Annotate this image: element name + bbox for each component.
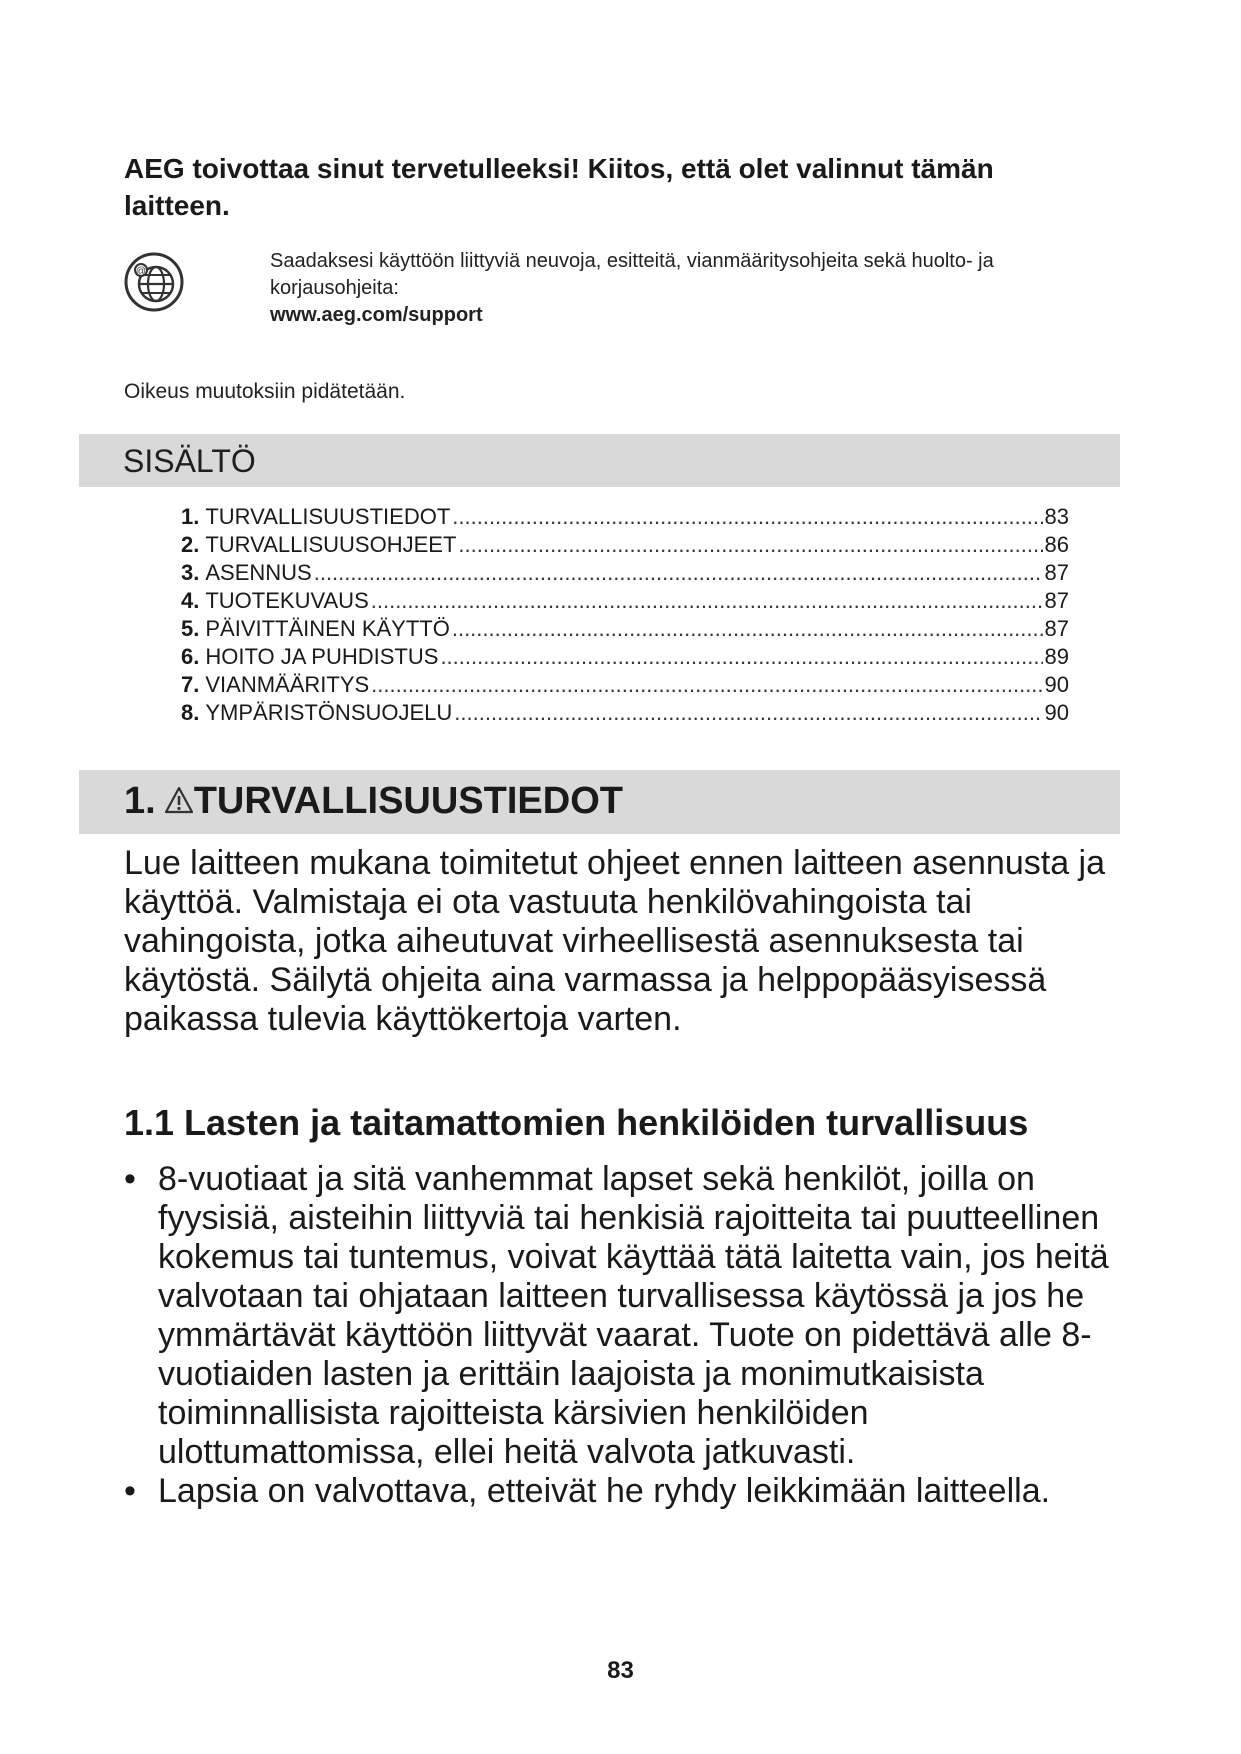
toc-item-page: 87 <box>1044 616 1069 641</box>
toc-item-number: 5. <box>181 616 200 641</box>
toc-item[interactable] <box>181 503 1069 531</box>
toc-item[interactable] <box>181 699 1069 727</box>
section-header-band <box>79 770 1120 834</box>
toc-item-label: HOITO JA PUHDISTUS <box>205 644 439 669</box>
support-description: Saadaksesi käyttöön liittyviä neuvoja, esitteitä, vianmääritysohjeita sekä huolto- ja korjausohjeita: <box>270 250 994 299</box>
toc-leader <box>452 615 1043 643</box>
toc-item[interactable] <box>181 615 1069 643</box>
toc-item-number: 2. <box>181 532 200 557</box>
toc-leader <box>371 671 1042 699</box>
section-number: 1. <box>124 780 156 822</box>
toc-leader <box>371 587 1043 615</box>
warning-triangle-icon <box>164 786 194 814</box>
toc-item-label: ASENNUS <box>205 560 312 585</box>
toc-item-page: 90 <box>1044 672 1069 697</box>
section-title <box>124 780 623 823</box>
toc-item-page: 87 <box>1044 588 1069 613</box>
subsection-heading: 1.1 Lasten ja taitamattomien henkilöiden turvallisuus <box>124 1102 1029 1143</box>
svg-text:@: @ <box>135 266 147 277</box>
toc-item-label: TUOTEKUVAUS <box>205 588 369 613</box>
section-heading-text: TURVALLISUUSTIEDOT <box>193 780 623 822</box>
toc-item[interactable] <box>181 531 1069 559</box>
toc-item-number: 1. <box>181 504 200 529</box>
welcome-heading: AEG toivottaa sinut tervetulleeksi! Kiitos, että olet valinnut tämän laitteen. <box>124 153 994 221</box>
toc-item-number: 6. <box>181 644 200 669</box>
toc-item-page: 86 <box>1044 532 1069 557</box>
toc-leader <box>440 643 1042 671</box>
toc-item-label: TURVALLISUUSTIEDOT <box>205 504 451 529</box>
support-link[interactable]: www.aeg.com/support <box>270 304 483 326</box>
toc-item-page: 90 <box>1044 700 1069 725</box>
toc-item-label: PÄIVITTÄINEN KÄYTTÖ <box>205 616 450 641</box>
safety-bullets <box>124 1160 1124 1511</box>
toc-leader <box>454 699 1042 727</box>
bullet-item: • 8-vuotiaat ja sitä vanhemmat lapset sekä henkilöt, joilla on fyysisiä, aisteihin liittyviä tai henkisiä rajoitteita tai puutteellinen kokemus tai tuntemus, voivat käyttää tätä laitetta vain, jos heitä valvotaan tai ohjataan laitteen turvallisessa käytössä ja jos he ymmärtävät käyttöön liittyvät vaarat. Tuote on pidettävä alle 8-vuotiaiden lasten ja erittäin laajoista ja monimutkaisista toiminnallisista rajoitteista kärsivien henkilöiden ulottumattomissa, ellei heitä valvota jatkuvasti. <box>124 1160 1124 1472</box>
toc-item-number: 8. <box>181 700 200 725</box>
disclaimer: Oikeus muutoksiin pidätetään. <box>124 380 406 403</box>
toc-item[interactable] <box>181 643 1069 671</box>
table-of-contents <box>181 503 1069 727</box>
toc-item-number: 3. <box>181 560 200 585</box>
section-intro: Lue laitteen mukana toimitetut ohjeet ennen laitteen asennusta ja käyttöä. Valmistaja ei ota vastuuta henkilövahingoista tai vahingoista, jotka aiheutuvat virheellisestä asennuksesta tai käytöstä. Säilytä ohjeita aina varmassa ja helppopääsyisessä paikassa tulevia käyttökertoja varten. <box>124 844 1106 1038</box>
toc-item-page: 87 <box>1044 560 1069 585</box>
toc-item-label: VIANMÄÄRITYS <box>205 672 370 697</box>
globe-support-icon <box>122 250 186 314</box>
toc-header-band <box>79 434 1120 487</box>
toc-item[interactable] <box>181 587 1069 615</box>
toc-leader <box>452 503 1042 531</box>
toc-item[interactable] <box>181 671 1069 699</box>
toc-item[interactable] <box>181 559 1069 587</box>
toc-item-page: 89 <box>1044 644 1069 669</box>
toc-item-number: 7. <box>181 672 200 697</box>
toc-heading: SISÄLTÖ <box>123 443 256 479</box>
toc-item-label: YMPÄRISTÖNSUOJELU <box>205 700 453 725</box>
page-number: 83 <box>607 1657 634 1684</box>
toc-leader <box>314 559 1043 587</box>
support-info <box>270 248 1110 329</box>
toc-item-label: TURVALLISUUSOHJEET <box>205 532 457 557</box>
bullet-item: • Lapsia on valvottava, etteivät he ryhdy leikkimään laitteella. <box>124 1472 1124 1511</box>
toc-item-number: 4. <box>181 588 200 613</box>
toc-leader <box>458 531 1042 559</box>
toc-item-page: 83 <box>1044 504 1069 529</box>
